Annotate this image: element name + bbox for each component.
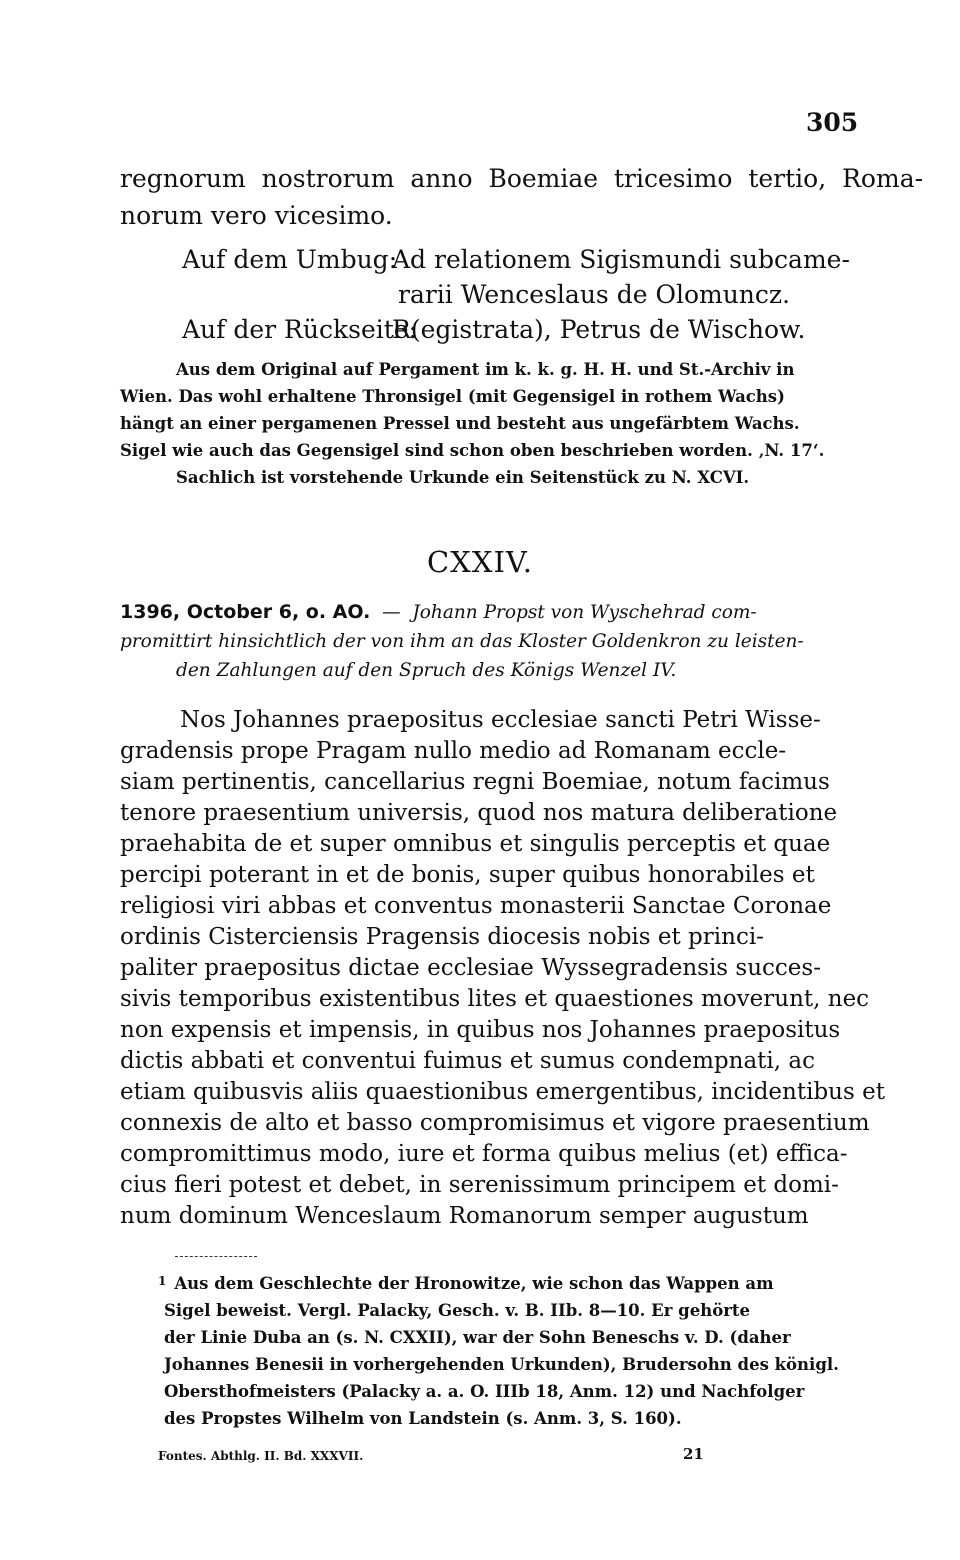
footnote: [120, 1268, 840, 1432]
regest-first-line: [120, 598, 840, 627]
endorsement-umbug: [120, 242, 850, 277]
note-line: hängt an einer pergamenen Pressel und besteht aus ungefärbtem Wachs.: [120, 414, 800, 433]
note-line: Wien. Das wohl erhaltene Thronsigel (mit Gegensigel in rothem Wachs): [120, 387, 785, 406]
endorsement-rueckseite: [120, 312, 840, 347]
footnote-marker: 1: [158, 1274, 167, 1288]
text-line: tenore praesentium universis, quod nos matura deliberatione: [120, 800, 838, 826]
text-line: ordinis Cisterciensis Pragensis diocesis nobis et princi-: [120, 924, 764, 950]
footnote-separator: [175, 1256, 257, 1257]
regest-line: den Zahlungen auf den Spruch des Königs Wenzel IV.: [176, 660, 677, 681]
text-line: gradensis prope Pragam nullo medio ad Romanam eccle-: [120, 738, 787, 764]
regest-text: Johann Propst von Wyschehrad com-: [412, 602, 757, 623]
regest: [120, 598, 840, 685]
text-line: sivis temporibus existentibus lites et quaestiones moverunt, nec: [120, 986, 870, 1012]
text-line: percipi poterant in et de bonis, super quibus honorabiles et: [120, 862, 815, 888]
main-text: [120, 705, 885, 1232]
endorsement-text-continued: rarii Wenceslaus de Olomuncz.: [398, 280, 791, 309]
text-line: compromittimus modo, iure et forma quibus melius (et) effica-: [120, 1141, 848, 1167]
opening-text: [120, 160, 924, 234]
series-signature: Fontes. Abthlg. II. Bd. XXXVII.: [158, 1449, 364, 1463]
regest-date: 1396, October 6, o. AO.: [120, 601, 371, 623]
text-line: connexis de alto et basso compromisimus et vigore praesentium: [120, 1110, 870, 1136]
text-line: regnorum nostrorum anno Boemiae tricesimo tertio, Roma-: [120, 164, 924, 193]
text-line: num dominum Wenceslaum Romanorum semper augustum: [120, 1203, 809, 1229]
text-line: paliter praepositus dictae ecclesiae Wyssegradensis succes-: [120, 955, 821, 981]
text-line: norum vero vicesimo.: [120, 201, 393, 230]
archive-note: [120, 356, 840, 491]
endorsement-text: Ad relationem Sigismundi subcame-: [392, 245, 850, 274]
endorsement-label: Auf der Rückseite:: [182, 315, 418, 344]
text-line: cius fieri potest et debet, in serenissimum principem et domi-: [120, 1172, 839, 1198]
page-number: 305: [806, 108, 859, 137]
footnote-line: Sigel beweist. Vergl. Palacky, Gesch. v. B. IIb. 8—10. Er gehörte: [164, 1301, 751, 1320]
regest-dash: —: [382, 602, 401, 623]
footnote-line: des Propstes Wilhelm von Landstein (s. Anm. 3, S. 160).: [164, 1409, 682, 1428]
endorsements: [120, 242, 850, 347]
text-line: siam pertinentis, cancellarius regni Boemiae, notum facimus: [120, 769, 830, 795]
endorsement-label: Auf dem Umbug:: [182, 245, 398, 274]
footnote-line: Obersthofmeisters (Palacky a. a. O. IIIb 18, Anm. 12) und Nachfolger: [164, 1382, 805, 1401]
text-line: etiam quibusvis aliis quaestionibus emergentibus, incidentibus et: [120, 1079, 885, 1105]
footnote-line: der Linie Duba an (s. N. CXXII), war der Sohn Beneschs v. D. (daher: [164, 1328, 791, 1347]
footnote-text: Aus dem Geschlechte der Hronowitze, wie schon das Wappen am: [174, 1274, 774, 1293]
note-line: Sachlich ist vorstehende Urkunde ein Seitenstück zu N. XCVI.: [176, 468, 750, 487]
footnote-first-line: [120, 1268, 840, 1297]
text-line: Nos Johannes praepositus ecclesiae sancti Petri Wisse-: [180, 707, 821, 733]
regest-line: promittirt hinsichtlich der von ihm an das Kloster Goldenkron zu leisten-: [120, 631, 804, 652]
text-line: non expensis et impensis, in quibus nos Johannes praepositus: [120, 1017, 841, 1043]
endorsement-text: R(egistrata), Petrus de Wischow.: [392, 315, 806, 344]
note-line: Sigel wie auch das Gegensigel sind schon oben beschrieben worden. ‚N. 17‘.: [120, 441, 825, 460]
document-number-heading: CXXIV.: [426, 545, 534, 579]
text-line: religiosi viri abbas et conventus monasterii Sanctae Coronae: [120, 893, 832, 919]
note-line: Aus dem Original auf Pergament im k. k. g. H. H. und St.-Archiv in: [176, 360, 795, 379]
text-line: dictis abbati et conventui fuimus et sumus condempnati, ac: [120, 1048, 815, 1074]
footnote-line: Johannes Benesii in vorhergehenden Urkunden), Brudersohn des königl.: [164, 1355, 839, 1374]
text-line: praehabita de et super omnibus et singulis perceptis et quae: [120, 831, 831, 857]
sheet-number: 21: [683, 1445, 704, 1463]
